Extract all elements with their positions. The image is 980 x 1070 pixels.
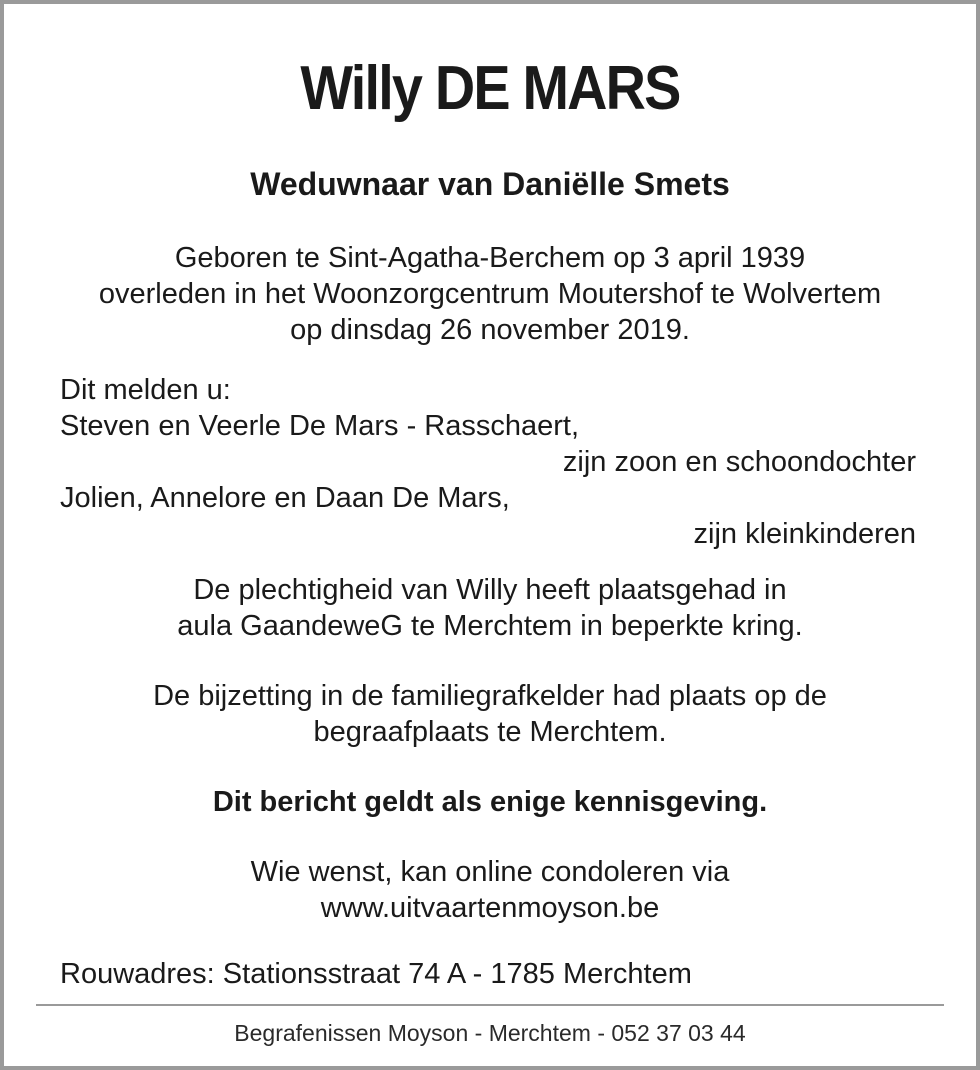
condolence-line: Wie wenst, kan online condoleren via <box>250 856 730 888</box>
deceased-subtitle: Weduwnaar van Daniëlle Smets <box>250 166 730 202</box>
divider <box>36 1004 944 1006</box>
notice-text: Dit bericht geldt als enige kennisgeving. <box>212 786 768 818</box>
family-member-relation: zijn zoon en schoondochter <box>562 446 916 478</box>
funeral-home-footer: Begrafenissen Moyson - Merchtem - 052 37 03 44 <box>234 1020 746 1046</box>
family-member-relation: zijn kleinkinderen <box>693 518 916 550</box>
birth-death-block <box>4 240 976 348</box>
mourning-address: Rouwadres: Stationsstraat 74 A - 1785 Merchtem <box>60 958 692 990</box>
ceremony-line: aula GaandeweG te Merchtem in beperkte kring. <box>177 610 803 642</box>
condolence-url[interactable]: www.uitvaartenmoyson.be <box>320 892 660 924</box>
burial-block <box>4 678 976 750</box>
ceremony-block <box>4 572 976 644</box>
condolence-block <box>4 854 976 926</box>
family-block <box>60 372 916 552</box>
ceremony-line: De plechtigheid van Willy heeft plaatsgehad in <box>193 574 787 606</box>
family-intro: Dit melden u: <box>60 374 231 406</box>
burial-line: De bijzetting in de familiegrafkelder had plaats op de <box>153 680 827 712</box>
family-member-names: Jolien, Annelore en Daan De Mars, <box>60 482 510 514</box>
death-place-line: overleden in het Woonzorgcentrum Moutershof te Wolvertem <box>98 278 882 310</box>
burial-line: begraafplaats te Merchtem. <box>313 716 667 748</box>
family-member-names: Steven en Veerle De Mars - Rasschaert, <box>60 410 580 442</box>
death-date-line: op dinsdag 26 november 2019. <box>290 314 690 346</box>
deceased-name: Willy DE MARS <box>300 54 680 123</box>
birth-line: Geboren te Sint-Agatha-Berchem op 3 april 1939 <box>174 242 806 274</box>
